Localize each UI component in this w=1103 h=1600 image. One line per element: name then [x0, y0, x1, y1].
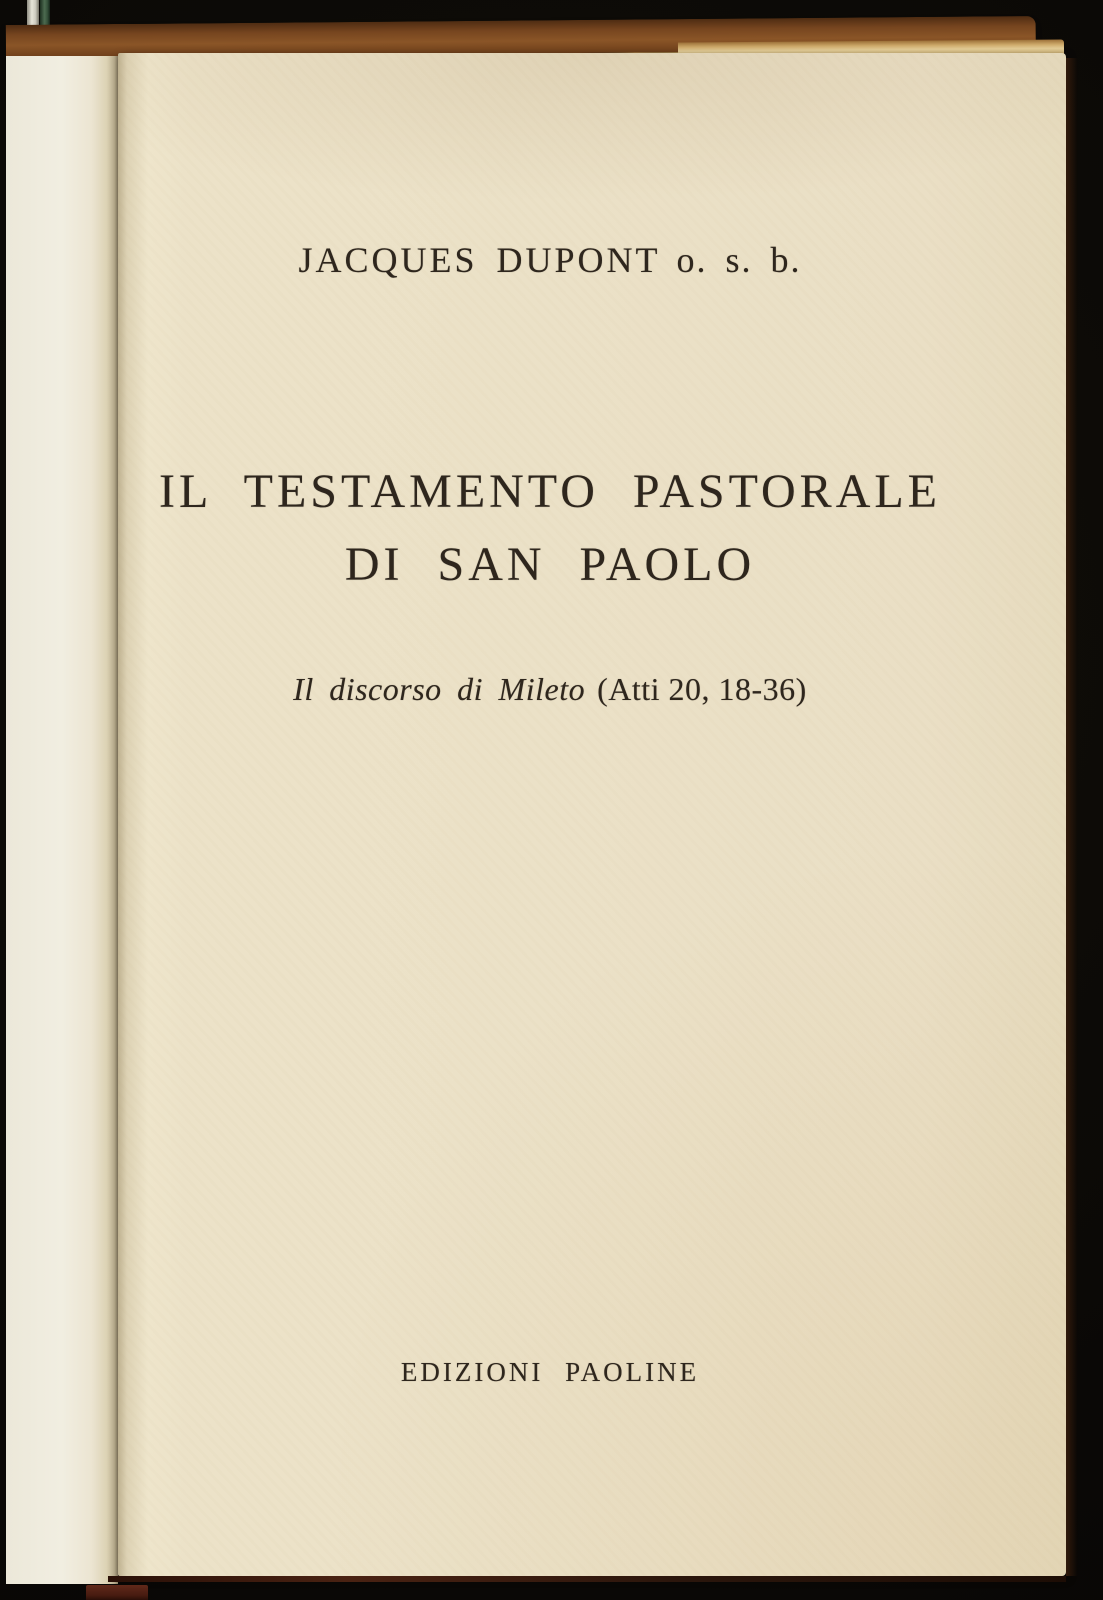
book-subtitle: [118, 671, 982, 708]
book-title-line-1: IL TESTAMENTO PASTORALE: [159, 465, 941, 518]
author-line: [118, 239, 982, 281]
facing-page: [6, 56, 118, 1584]
book-cover-bottom-edge: [108, 1576, 1066, 1582]
subtitle-scripture-reference: (Atti 20, 18-36): [597, 671, 807, 707]
author-suffix: o. s. b.: [676, 240, 802, 280]
book-title-line-2: DI SAN PAOLO: [344, 538, 756, 591]
title-page: [118, 53, 1066, 1576]
book-cover-bottom-corner: [86, 1585, 148, 1600]
book-cover-right-edge: [1066, 58, 1079, 1576]
subtitle-italic-part: Il discorso di Mileto: [293, 671, 586, 707]
publisher-line: EDIZIONI PAOLINE: [400, 1357, 700, 1387]
author-name: JACQUES DUPONT: [298, 240, 661, 280]
